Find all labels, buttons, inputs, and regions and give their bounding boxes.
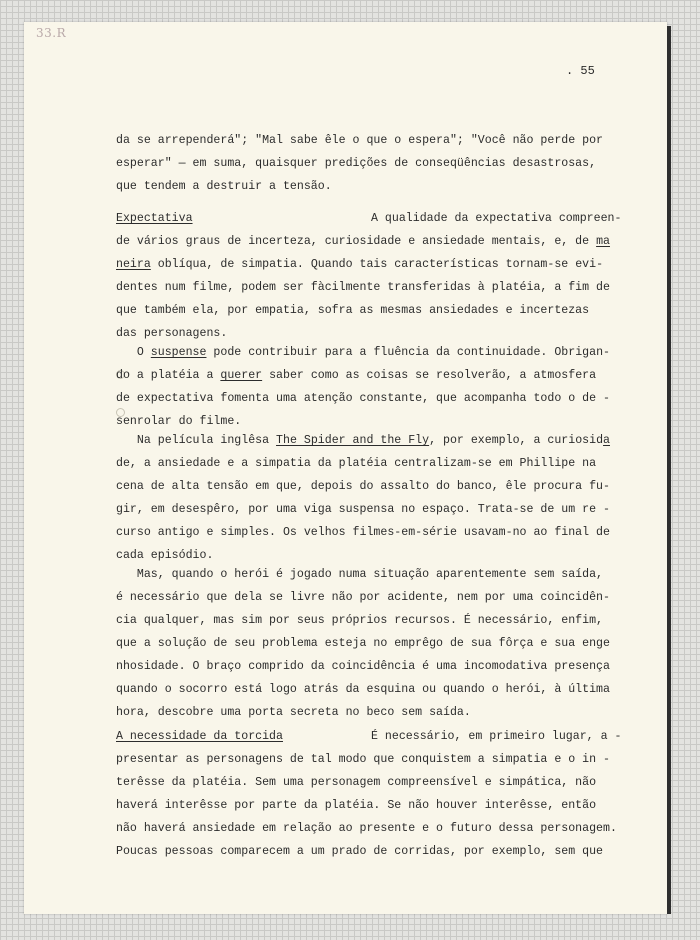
text-line: A qualidade da expectativa compreen- — [371, 212, 622, 225]
section-heading-expectativa: Expectativa — [116, 212, 193, 225]
text-line: hora, descobre uma porta secreta no beco sem saída. — [116, 706, 471, 719]
text-line: cena de alta tensão em que, depois do assalto do banco, êle procura fu- — [116, 480, 610, 493]
text-line: Mas, quando o herói é jogado numa situação aparentemente sem saída, — [116, 568, 604, 581]
text-line: não haverá ansiedade em relação ao presente e o futuro dessa personagem. — [116, 822, 617, 835]
text-line: haverá interêsse por parte da platéia. Se não houver interêsse, então — [116, 799, 597, 812]
text-line: do a platéia a querer saber como as coisas se resolverão, a atmosfera — [116, 369, 597, 382]
text-line: Poucas pessoas comparecem a um prado de corridas, por exemplo, sem que — [116, 845, 604, 858]
text-line: dentes num filme, podem ser fàcilmente transferidas à platéia, a fim de — [116, 281, 610, 294]
text-line: Na película inglêsa The Spider and the Fly, por exemplo, a curiosida — [116, 434, 610, 447]
text-line: presentar as personagens de tal modo que conquistem a simpatia e o in - — [116, 753, 610, 766]
text-line: neira oblíqua, de simpatia. Quando tais características tornam-se evi- — [116, 258, 604, 271]
text-line: que também ela, por empatia, sofra as mesmas ansiedades e incertezas — [116, 304, 590, 317]
section-heading-torcida: A necessidade da torcida — [116, 730, 283, 743]
text-line: da se arrependerá"; "Mal sabe êle o que o espera"; "Você não perde por — [116, 134, 604, 147]
text-line: de vários graus de incerteza, curiosidade e ansiedade mentais, e, de ma — [116, 235, 610, 248]
text-line: esperar" — em suma, quaisquer predições de conseqüências desastrosas, — [116, 157, 597, 170]
text-line: curso antigo e simples. Os velhos filmes-em-série usavam-no ao final de — [116, 526, 610, 539]
text-line: nhosidade. O braço comprido da coincidência é uma incomodativa presença — [116, 660, 610, 673]
text-line: que tendem a destruir a tensão. — [116, 180, 332, 193]
text-line: cada episódio. — [116, 549, 214, 562]
text-line: senrolar do filme. — [116, 415, 242, 428]
text-line: terêsse da platéia. Sem uma personagem compreensível e simpática, não — [116, 776, 597, 789]
page-number: . 55 — [566, 64, 595, 78]
corner-handwritten-mark: 33.R — [36, 26, 67, 40]
text-line: cia qualquer, mas sim por seus próprios recursos. É necessário, enfim, — [116, 614, 604, 627]
text-line: das personagens. — [116, 327, 228, 340]
text-line: O suspense pode contribuir para a fluência da continuidade. Obrigan- — [116, 346, 610, 359]
text-line: gir, em desespêro, por uma viga suspensa no espaço. Trata-se de um re - — [116, 503, 610, 516]
text-line: quando o socorro está logo atrás da esquina ou quando o herói, à última — [116, 683, 610, 696]
text-line: É necessário, em primeiro lugar, a - — [371, 730, 622, 743]
text-line: é necessário que dela se livre não por acidente, nem por uma coincidên- — [116, 591, 610, 604]
text-line: de expectativa fomenta uma atenção constante, que acompanha todo o de - — [116, 392, 610, 405]
text-line: que a solução de seu problema esteja no emprêgo de sua fôrça e sua enge — [116, 637, 610, 650]
text-line: de, a ansiedade e a simpatia da platéia centralizam-se em Phillipe na — [116, 457, 597, 470]
